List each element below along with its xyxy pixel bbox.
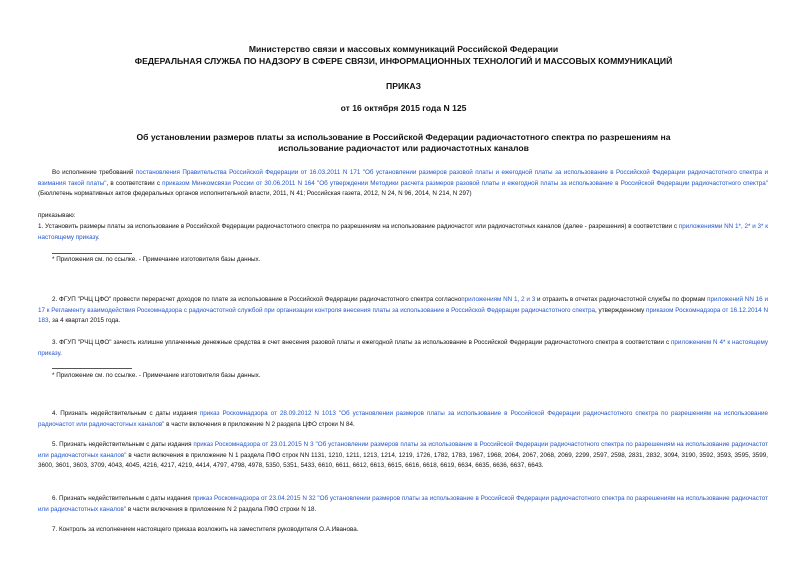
item-2-text-4: , за 4 квартал 2015 года. xyxy=(48,317,121,325)
preamble-text-2: , в соответствии с xyxy=(106,179,163,187)
item-2-text-2: и отразить в отчетах радиочастотной службы по формам xyxy=(535,296,708,303)
item-2-text-1: 2. ФГУП "РЧЦ ЦФО" провести перерасчет доходов по плате за использование в Российской Федерации радиочастотного спектра согласно xyxy=(52,296,462,303)
link-order-183[interactable]: приказом Роскомнадзора от 16.12.2014 N 183 xyxy=(38,306,768,325)
item-7-paragraph: 7. Контроль за исполнением настоящего приказа возложить на заместителя руководителя О.А.Иванова. xyxy=(52,526,359,533)
item-5-text-end: в части включения в приложение N 1 раздела ПФО строк NN 1131, 1210, 1211, 1213, 1214, 1219, 1726, 1782, 1783, 1967, 1968, 2064, 2067, 2068, 2069, 2299, 2597, 2598, 2831, 2832, 3094, 3190, 3592, 3593, 3595, 3599, 3600, 3601, 3603, 3709, 4043, 4045, 4216, 4217, 4219, 4414, 4797, 4798, 4978, 5350, 5351, 5433, 6610, 6611, 6612, 6613, 6615, 6616, 6618, 6619, 6634, 6635, 6636, 6637, 6643. xyxy=(38,451,769,470)
item-2-paragraph xyxy=(38,295,768,327)
item-4-paragraph xyxy=(38,409,768,430)
link-appendices-1-2-3[interactable]: приложениям NN 1, 2 и 3 xyxy=(461,296,536,303)
link-order-164[interactable]: приказом Минкомсвязи России от 30.06.2011 N 164 "Об утверждении Методики расчета размеров разовой платы и ежегодной платы за использование в Российской Федерации радиочастотного спектра" xyxy=(162,179,769,187)
ministry-heading: Министерство связи и массовых коммуникаций Российской Федерации xyxy=(248,44,559,54)
item-5-text: 5. Признать недействительным с даты издания xyxy=(52,441,194,448)
item-5-paragraph xyxy=(38,440,768,472)
item-1-text-end: . xyxy=(97,233,100,241)
preamble-text-3: (Бюллетень нормативных актов федеральных органов исполнительной власти, 2011, N 41; Российская газета, 2012, N 24, N 96, 2014, N 214, N 297) xyxy=(38,190,472,198)
footnote-divider-2 xyxy=(52,368,132,369)
link-order-3[interactable]: приказ Роскомнадзора от 23.01.2015 N 3 "Об установлении размеров платы за использование в Российской Федерации радиочастотного спектра по разрешениям на использование радиочастот или радиочастотных каналов" xyxy=(38,441,769,459)
item-3-text: 3. ФГУП "РЧЦ ЦФО" зачесть излишне уплаченные денежные средства в счет внесения разовой платы и ежегодной платы за использование в Российской Федерации радиочастотного спектра в соответствии с xyxy=(52,339,672,346)
footnote-2: * Приложение см. по ссылке. - Примечание изготовителя базы данных. xyxy=(52,372,261,379)
item-3-paragraph xyxy=(38,338,768,359)
preamble-text-1: Во исполнение требований xyxy=(52,169,136,176)
item-2-text-3: , утвержденному xyxy=(595,306,647,314)
item-3-text-end: . xyxy=(60,349,62,357)
prikazyvayu-text: приказываю: xyxy=(38,212,76,219)
item-4-text-end: в части включения в приложение N 2 раздела ЦФО строки N 84. xyxy=(164,420,355,428)
item-6-paragraph xyxy=(38,494,768,515)
item-6-text-end: в части включения в приложение N 2 раздела ПФО строки N 18. xyxy=(126,505,317,513)
document-title: Об установлении размеров платы за использование в Российской Федерации радиочастотного спектра по разрешениям на использование радиочастот или радиочастотных каналов xyxy=(136,132,671,153)
link-appendix-4[interactable]: приложением N 4* к настоящему приказу xyxy=(38,339,768,357)
link-decree-171[interactable]: постановления Правительства Российской Федерации от 16.03.2011 N 171 "Об установлении размеров разовой платы и ежегодной платы за использование в Российской Федерации радиочастотного спектра и взимания такой платы" xyxy=(38,169,768,187)
item-1-text: 1. Установить размеры платы за использование в Российской Федерации радиочастотного спектра по разрешениям на использование радиочастот или радиочастотных каналов (далее - разрешения) в соответствии с xyxy=(38,223,679,230)
item-4-text: 4. Признать недействительным с даты издания xyxy=(52,410,200,417)
link-order-1013[interactable]: приказ Роскомнадзора от 28.09.2012 N 1013 "Об установлении размеров платы за использование в Российской Федерации радиочастотного спектра по разрешениям на использование радиочастот или радиочастотных каналов" xyxy=(38,410,769,428)
doc-type-heading: ПРИКАЗ xyxy=(386,81,421,91)
link-order-32[interactable]: приказ Роскомнадзора от 23.04.2015 N 32 "Об установлении размеров платы за использование в Российской Федерации радиочастотного спектра по разрешениям на использование радиочастот или радиочастотных каналов" xyxy=(38,495,769,513)
service-heading: ФЕДЕРАЛЬНАЯ СЛУЖБА ПО НАДЗОРУ В СФЕРЕ СВЯЗИ, ИНФОРМАЦИОННЫХ ТЕХНОЛОГИЙ И МАССОВЫХ КОММУНИКАЦИЙ xyxy=(134,56,673,66)
link-appendices-1-3[interactable]: приложениями NN 1*, 2* и 3* к настоящему приказу xyxy=(38,223,768,241)
footnote-divider-1 xyxy=(52,253,132,254)
preamble-paragraph xyxy=(38,168,768,200)
footnote-1: * Приложения см. по ссылке. - Примечание изготовителя базы данных. xyxy=(52,256,261,263)
link-appendices-16-17[interactable]: приложений NN 16 и 17 к Регламенту взаимодействия Роскомнадзора с радиочастотной службой при организации контроля внесения платы за использование в Российской Федерации радиочастотного спектра xyxy=(38,296,769,314)
date-number-heading: от 16 октября 2015 года N 125 xyxy=(340,103,467,113)
item-1-paragraph xyxy=(38,222,768,243)
item-6-text: 6. Признать недействительным с даты издания xyxy=(52,495,193,502)
